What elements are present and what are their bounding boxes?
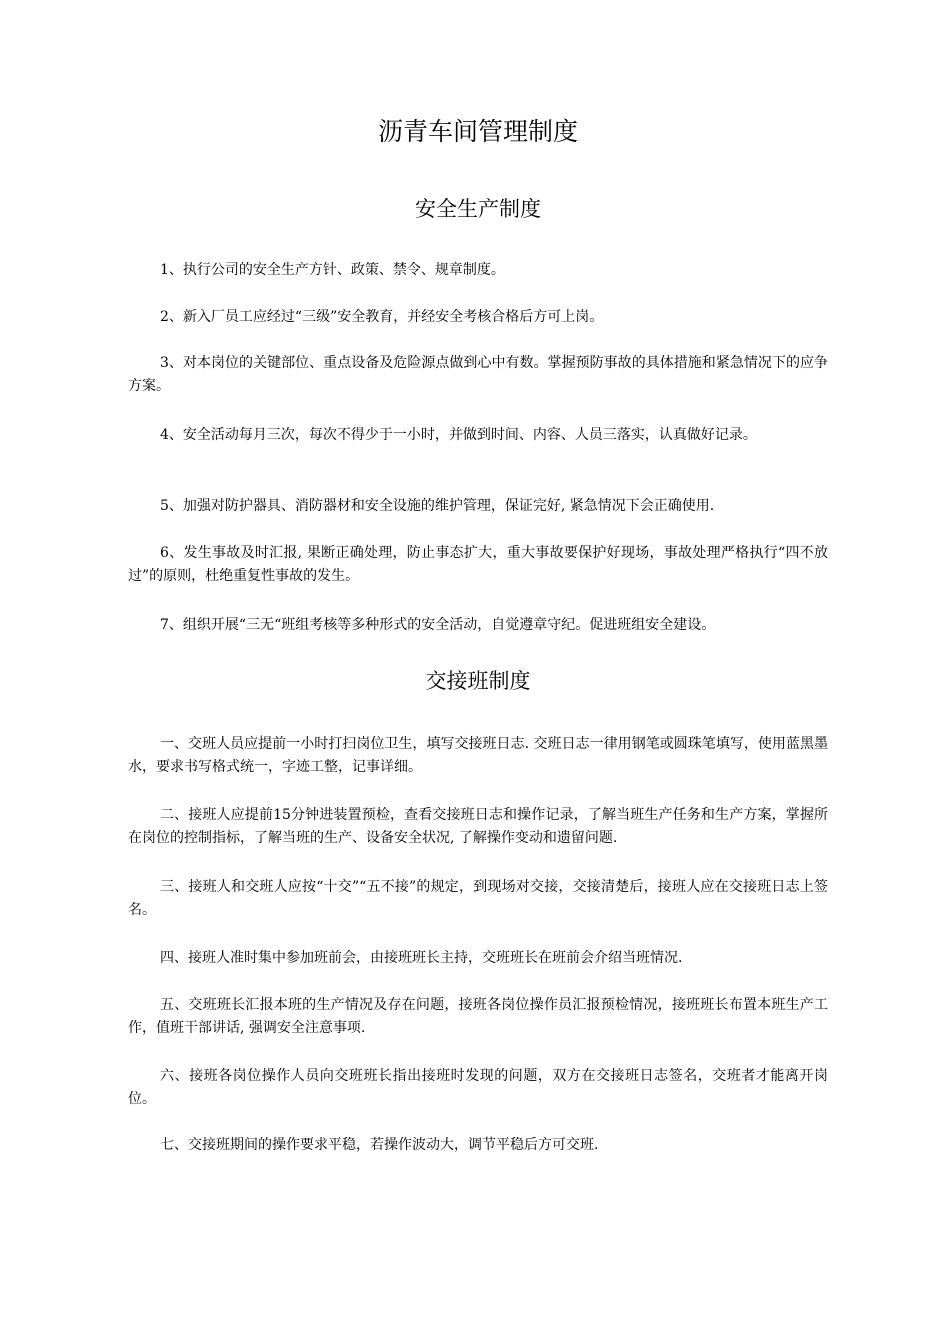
handover-rule-5: 五、交班班长汇报本班的生产情况及存在问题，接班各岗位操作员汇报预检情况，接班班长布置本班生产工作，值班干部讲话, 强调安全注意事项.	[128, 997, 828, 1036]
safety-rule-5: 5、加强对防护器具、消防器材和安全设施的维护管理，保证完好, 紧急情况下会正确使用.	[160, 498, 715, 514]
safety-rule-3: 3、对本岗位的关键部位、重点设备及危险源点做到心中有数。掌握预防事故的具体措施和紧急情况下的应争方案。	[128, 355, 828, 394]
safety-rule-7: 7、组织开展“三无“班组考核等多种形式的安全活动，自觉遵章守纪。促进班组安全建设。	[160, 617, 716, 633]
handover-rule-4: 四、接班人准时集中参加班前会，由接班班长主持，交班班长在班前会介绍当班情况.	[160, 950, 683, 966]
document-title: 沥青车间管理制度	[377, 117, 578, 146]
handover-rule-1: 一、交班人员应提前一小时打扫岗位卫生，填写交接班日志. 交班日志一律用钢笔或圆珠笔填写，使用蓝黑墨水，要求书写格式统一，字迹工整，记事详细。	[128, 736, 828, 775]
safety-rule-2: 2、新入厂员工应经过“三级”安全教育，并经安全考核合格后方可上岗。	[160, 309, 604, 325]
safety-rule-1: 1、执行公司的安全生产方针、政策、禁令、规章制度。	[160, 262, 505, 278]
section-heading-safety: 安全生产制度	[415, 197, 541, 221]
handover-rule-2: 二、接班人应提前15分钟进装置预检，查看交接班日志和操作记录，了解当班生产任务和生产方案，掌握所在岗位的控制指标，了解当班的生产、设备安全状况, 了解操作变动和遗留问题.	[128, 807, 828, 846]
safety-rule-6: 6、发生事故及时汇报, 果断正确处理，防止事态扩大，重大事故要保护好现场，事故处理严格执行“四不放过”的原则，杜绝重复性事故的发生。	[128, 545, 828, 584]
handover-rule-3: 三、接班人和交班人应按“十交”“五不接”的规定，到现场对交接，交接清楚后，接班人应在交接班日志上签名。	[128, 879, 828, 918]
safety-rule-4: 4、安全活动每月三次，每次不得少于一小时，并做到时间、内容、人员三落实，认真做好记录。	[160, 427, 757, 443]
handover-rule-6: 六、接班各岗位操作人员向交班班长指出接班时发现的问题，双方在交接班日志签名，交班者才能离开岗位。	[128, 1068, 828, 1107]
handover-rule-7: 七、交接班期间的操作要求平稳，若操作波动大，调节平稳后方可交班.	[160, 1137, 599, 1153]
section-heading-shift-handover: 交接班制度	[425, 669, 531, 693]
